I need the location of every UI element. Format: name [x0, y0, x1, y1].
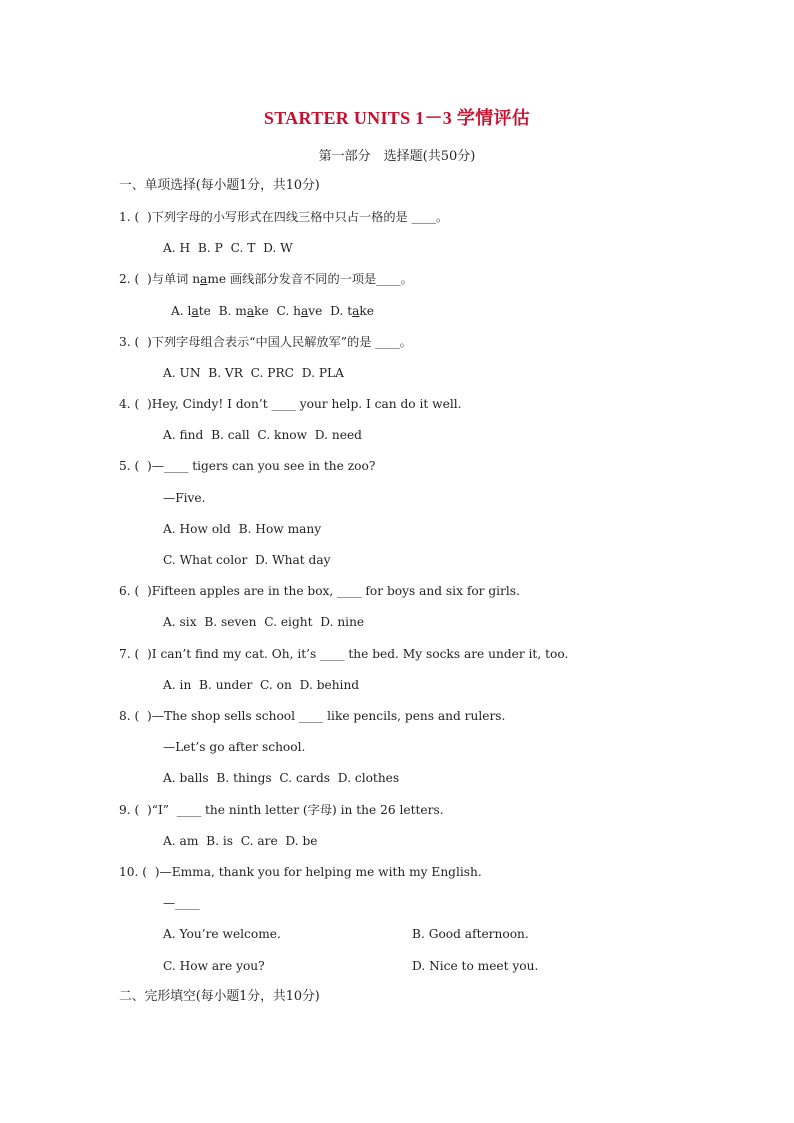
- q2-opt-underlined: a: [352, 304, 360, 318]
- question-2-options: [171, 303, 374, 319]
- question-5-stem: 5. ( )—____ tigers can you see in the zoo?: [119, 459, 376, 473]
- question-8-options: A. balls B. things C. cards D. clothes: [163, 771, 400, 785]
- q2-opt-part: A. l: [171, 304, 192, 318]
- question-8-stem: 8. ( )—The shop sells school ____ like pencils, pens and rulers.: [119, 709, 506, 723]
- question-10-stem: 10. ( )—Emma, thank you for helping me with my English.: [119, 865, 482, 879]
- q2-opt-underlined: a: [246, 304, 255, 318]
- question-10-option-c: C. How are you?: [163, 959, 265, 973]
- question-10-option-d: D. Nice to meet you.: [412, 959, 539, 973]
- question-8-reply: —Let’s go after school.: [163, 740, 306, 754]
- question-5-options-row2: C. What color D. What day: [163, 553, 331, 567]
- question-9-options: A. am B. is C. are D. be: [163, 834, 318, 848]
- question-10-option-a: A. You’re welcome.: [163, 927, 281, 941]
- q2-stem-pre: 2. ( )与单词 n: [119, 272, 201, 286]
- question-6-options: A. six B. seven C. eight D. nine: [163, 615, 365, 629]
- question-1-stem: 1. ( )下列字母的小写形式在四线三格中只占一格的是 ____。: [119, 210, 449, 224]
- question-9-stem: 9. ( )“I” ____ the ninth letter (字母) in the 26 letters.: [119, 803, 444, 817]
- question-10-reply: —____: [163, 896, 200, 910]
- question-2-stem: [119, 271, 413, 287]
- question-4-options: A. find B. call C. know D. need: [163, 428, 362, 442]
- q2-opt-part: ve D. t: [308, 304, 353, 318]
- question-3-options: A. UN B. VR C. PRC D. PLA: [163, 366, 344, 380]
- question-4-stem: 4. ( )Hey, Cindy! I don’t ____ your help. I can do it well.: [119, 397, 462, 411]
- q2-opt-part: ke C. h: [254, 304, 301, 318]
- q2-opt-part: ke: [359, 304, 374, 318]
- q2-opt-underlined: a: [300, 304, 309, 318]
- question-7-options: A. in B. under C. on D. behind: [163, 678, 360, 692]
- q2-stem-underlined: a: [200, 272, 208, 286]
- part-subtitle: 第一部分 选择题(共50分): [318, 149, 476, 164]
- question-5-reply: —Five.: [163, 491, 206, 505]
- q2-opt-underlined: a: [191, 304, 199, 318]
- question-10-option-b: B. Good afternoon.: [412, 927, 529, 941]
- q2-opt-part: te B. m: [198, 304, 247, 318]
- question-5-options-row1: A. How old B. How many: [163, 522, 322, 536]
- question-7-stem: 7. ( )I can’t find my cat. Oh, it’s ____ the bed. My socks are under it, too.: [119, 647, 569, 661]
- question-3-stem: 3. ( )下列字母组合表示“中国人民解放军”的是 ____。: [119, 335, 412, 349]
- question-6-stem: 6. ( )Fifteen apples are in the box, ____ for boys and six for girls.: [119, 584, 520, 598]
- section-heading-2: 二、完形填空(每小题1分，共10分): [119, 989, 320, 1004]
- question-1-options: A. H B. P C. T D. W: [163, 241, 293, 255]
- section-heading-1: 一、单项选择(每小题1分，共10分): [119, 178, 320, 193]
- q2-stem-post: me 画线部分发音不同的一项是____。: [207, 272, 413, 286]
- page-title: STARTER UNITS 1－3 学情评估: [263, 108, 531, 128]
